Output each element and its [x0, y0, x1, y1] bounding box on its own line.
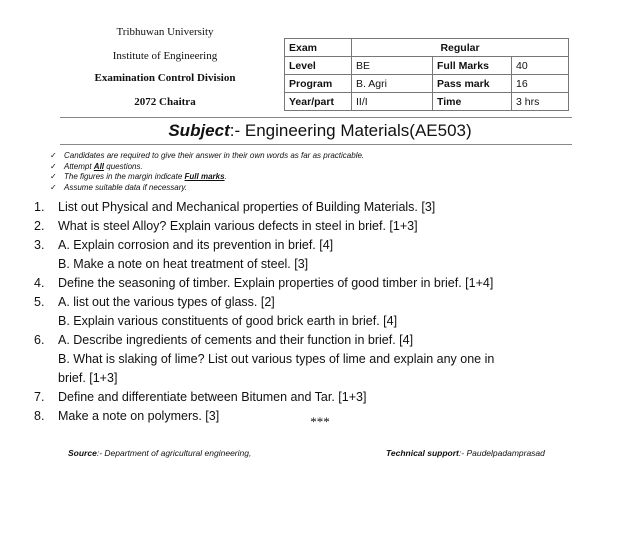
support-credit	[386, 448, 545, 458]
header-divider	[60, 117, 572, 118]
subject-label: Subject	[168, 121, 230, 140]
table-row	[285, 39, 569, 57]
instruction-text: Candidates are required to give their answer in their own words as far as practicable.	[64, 151, 365, 160]
division-name: Examination Control Division	[94, 72, 236, 84]
institute-name: Institute of Engineering	[112, 50, 218, 62]
support-label: Technical support	[386, 448, 459, 458]
program-value: B. Agri	[352, 75, 433, 93]
question-number: 4.	[34, 276, 45, 290]
program-label: Program	[285, 75, 352, 93]
end-mark: ***	[310, 414, 330, 429]
subject-separator: :-	[229, 121, 241, 140]
instruction-text: Attempt	[64, 161, 94, 171]
check-icon: ✓	[50, 172, 57, 181]
instruction-text: .	[224, 172, 227, 181]
exam-label: Exam	[285, 39, 352, 57]
instruction-emphasis: Full marks	[184, 172, 225, 181]
question-text: What is steel Alloy? Explain various defects in steel in brief. [1+3]	[58, 219, 418, 233]
source-label: Source	[68, 448, 97, 458]
question-text: brief. [1+3]	[58, 371, 118, 385]
source-text: :- Department of agricultural engineering,	[96, 448, 252, 458]
year-part-label: Year/part	[285, 93, 352, 111]
subject-title	[0, 121, 640, 141]
question-text: Make a note on polymers. [3]	[58, 409, 220, 423]
table-row	[285, 93, 569, 111]
instruction-text: Assume suitable data if necessary.	[64, 182, 188, 192]
question-number: 8.	[34, 409, 45, 423]
level-label: Level	[285, 57, 352, 75]
full-marks-value: 40	[512, 57, 569, 75]
question-number: 2.	[34, 219, 45, 233]
question-number: 7.	[34, 390, 45, 404]
check-icon: ✓	[50, 151, 57, 160]
year-part-value: II/I	[352, 93, 433, 111]
instruction-text: The figures in the margin indicate	[64, 172, 185, 181]
question-number: 6.	[34, 333, 45, 347]
question-text: List out Physical and Mechanical properties of Building Materials. [3]	[58, 200, 436, 214]
level-value: BE	[352, 57, 433, 75]
time-label: Time	[433, 93, 512, 111]
instruction-emphasis: All	[93, 161, 105, 171]
list-item	[50, 172, 364, 183]
list-item	[50, 162, 364, 173]
table-row	[285, 75, 569, 93]
question-number: 1.	[34, 200, 45, 214]
pass-mark-value: 16	[512, 75, 569, 93]
question-text: B. Make a note on heat treatment of steel. [3]	[58, 257, 309, 271]
time-value: 3 hrs	[512, 93, 569, 111]
exam-value: Regular	[352, 39, 569, 57]
list-item	[50, 183, 364, 194]
question-text: B. Explain various constituents of good brick earth in brief. [4]	[58, 314, 398, 328]
list-item	[50, 151, 364, 162]
question-text: Define and differentiate between Bitumen and Tar. [1+3]	[58, 390, 367, 404]
question-number: 3.	[34, 238, 45, 252]
question-text: A. Describe ingredients of cements and their function in brief. [4]	[58, 333, 414, 347]
check-icon: ✓	[50, 161, 57, 171]
subject-name: Engineering Materials(AE503)	[240, 121, 472, 140]
question-number: 5.	[34, 295, 45, 309]
table-row	[285, 57, 569, 75]
question-text: A. Explain corrosion and its prevention in brief. [4]	[58, 238, 334, 252]
question-text: B. What is slaking of lime? List out various types of lime and explain any one in	[58, 352, 495, 366]
exam-session: 2072 Chaitra	[134, 96, 196, 108]
support-text: :- Paudelpadamprasad	[458, 448, 545, 458]
pass-mark-label: Pass mark	[433, 75, 512, 93]
exam-info-table	[284, 38, 569, 111]
subject-divider	[60, 144, 572, 145]
university-name: Tribhuwan University	[116, 26, 214, 38]
question-text: Define the seasoning of timber. Explain properties of good timber in brief. [1+4]	[58, 276, 494, 290]
question-text: A. list out the various types of glass. [2]	[58, 295, 275, 309]
instructions-list	[50, 151, 364, 193]
full-marks-label: Full Marks	[433, 57, 512, 75]
instruction-text: questions.	[104, 161, 143, 171]
source-credit	[68, 448, 251, 458]
check-icon: ✓	[50, 182, 57, 192]
